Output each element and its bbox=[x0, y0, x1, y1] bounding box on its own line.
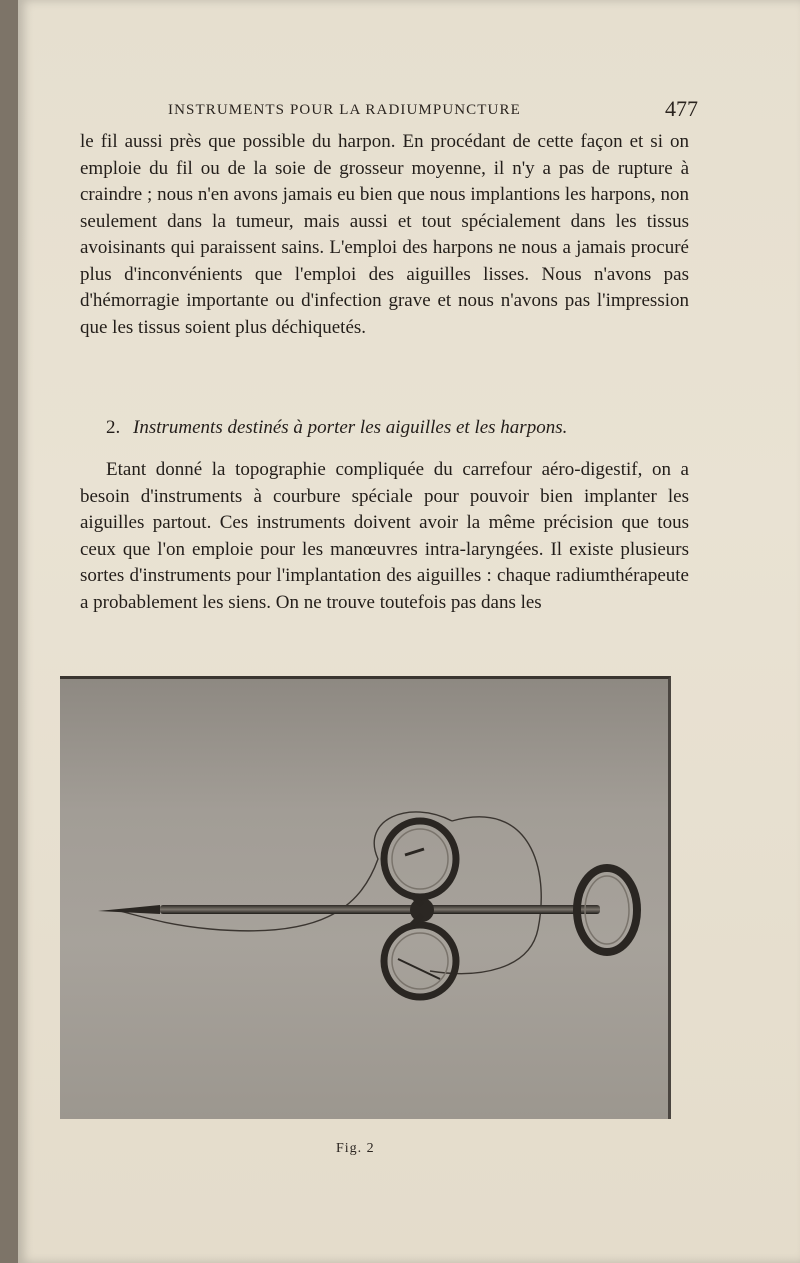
section-heading bbox=[106, 417, 686, 439]
figure-caption: Fig. 2 bbox=[336, 1141, 375, 1156]
needle-holder-instrument-illustration bbox=[60, 679, 668, 1119]
figure-photo bbox=[60, 676, 671, 1119]
paragraph-2: Etant donné la topographie compliquée du carrefour aéro-digestif, on a besoin d'instruments à courbure spéciale pour pouvoir bien implanter les aiguilles partout. Ces instruments doivent avoir la même précision que tous ceux que l'on emploie pour les manœuvres intra-laryngées. Il existe plusieurs sortes d'instruments pour l'implantation des aiguilles : chaque radiumthérapeute a probablement les siens. On ne trouve toutefois pas dans les bbox=[80, 459, 689, 613]
section-number: 2. bbox=[106, 417, 121, 438]
page-number: 477 bbox=[665, 96, 698, 121]
page-header bbox=[168, 96, 698, 124]
paragraph-1: le fil aussi près que possible du harpon. En procédant de cette façon et si on emploie du fil ou de la soie de grosseur moyenne, il n'y a pas de rupture à craindre ; nous n'en avons jamais eu bien que nous implantions les harpons, non seulement dans la tumeur, mais aussi et tout spécialement dans les tissus avoisinants qui paraissent sains. L'emploi des harpons ne nous a jamais procuré plus d'inconvénients que l'emploi des aiguilles lisses. Nous n'avons pas d'hémorragie importante ou d'infection grave et nous n'avons pas l'impression que les tissus soient plus déchiquetés. bbox=[80, 131, 689, 338]
section-title: Instruments destinés à porter les aiguilles et les harpons. bbox=[133, 417, 568, 438]
running-title: INSTRUMENTS POUR LA RADIUMPUNCTURE bbox=[168, 102, 521, 118]
book-page bbox=[18, 0, 800, 1263]
